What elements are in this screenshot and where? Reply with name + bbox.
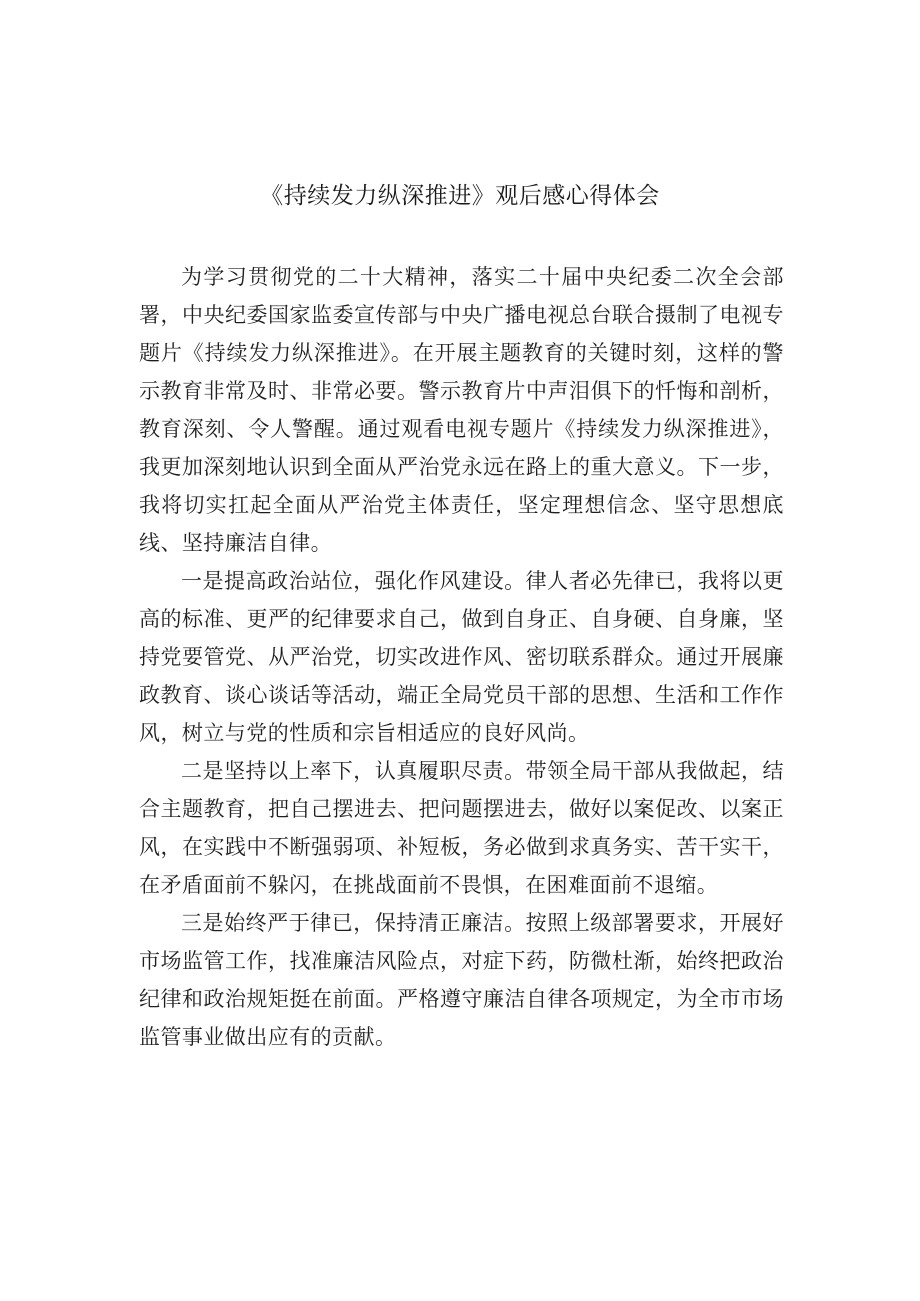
paragraph-point-one: 一是提高政治站位，强化作风建设。律人者必先律已，我将以更高的标准、更严的纪律要求自己，做到自身正、自身硬、自身廉，坚持党要管党、从严治党，切实改进作风、密切联系群众。通过开展廉政教育、谈心谈话等活动，端正全局党员干部的思想、生活和工作作风，树立与党的性质和宗旨相适应的良好风尚。 <box>139 569 784 745</box>
paragraph-point-two: 二是坚持以上率下，认真履职尽责。带领全局干部从我做起，结合主题教育，把自己摆进去、把问题摆进去，做好以案促改、以案正风，在实践中不断强弱项、补短板，务必做到求真务实、苦干实干，在矛盾面前不躲闪，在挑战面前不畏惧，在困难面前不退缩。 <box>139 759 784 897</box>
paragraph-point-three: 三是始终严于律已，保持清正廉洁。按照上级部署要求，开展好市场监管工作，找准廉洁风险点，对症下药，防微杜渐，始终把政治纪律和政治规矩挺在前面。严格遵守廉洁自律各项规定，为全市市场监管事业做出应有的贡献。 <box>139 911 784 1049</box>
document-title: 《持续发力纵深推进》观后感心得体会 <box>260 183 660 209</box>
document-body <box>139 258 784 1056</box>
paragraph-intro: 为学习贯彻党的二十大精神，落实二十届中央纪委二次全会部署，中央纪委国家监委宣传部与中央广播电视总台联合摄制了电视专题片《持续发力纵深推进》。在开展主题教育的关键时刻，这样的警示教育非常及时、非常必要。警示教育片中声泪俱下的忏悔和剖析，教育深刻、令人警醒。通过观看电视专题片《持续发力纵深推进》，我更加深刻地认识到全面从严治党永远在路上的重大意义。下一步，我将切实扛起全面从严治党主体责任，坚定理想信念、坚守思想底线、坚持廉洁自律。 <box>139 265 784 555</box>
